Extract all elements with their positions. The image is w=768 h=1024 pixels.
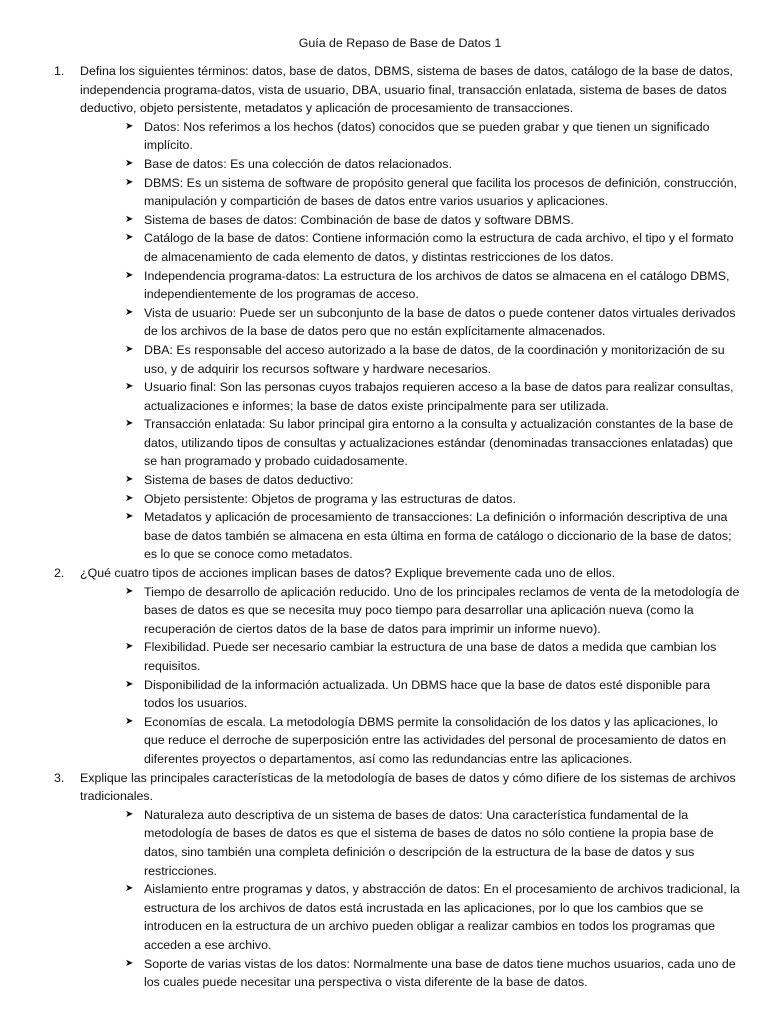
answer-text: Flexibilidad. Puede ser necesario cambiar la estructura de una base de datos a medida que cambian los requisitos. — [144, 640, 717, 673]
answer-text: Usuario final: Son las personas cuyos trabajos requieren acceso a la base de datos para realizar consultas, actualizaciones e informes; la base de datos existe principalmente para ser utilizada. — [144, 380, 734, 413]
answer-text: Vista de usuario: Puede ser un subconjunto de la base de datos o puede contener datos virtuales derivados de los archivos de la base de datos pero que no están explícitamente almacenados. — [144, 305, 736, 339]
answer-text: Metadatos y aplicación de procesamiento de transacciones: La definición o información descriptiva de una base de datos también se almacena en esta última en forma de catálogo o diccionario de la base de datos; es lo que se conoce como metadatos. — [144, 510, 732, 562]
arrowhead-bullet-icon: ➤ — [125, 381, 134, 393]
arrowhead-bullet-icon: ➤ — [125, 120, 134, 132]
question-item — [50, 564, 740, 769]
arrowhead-bullet-icon: ➤ — [125, 585, 134, 597]
arrowhead-bullet-icon: ➤ — [125, 511, 134, 523]
answer-text: Base de datos: Es una colección de datos relacionados. — [144, 156, 452, 171]
answer-item — [125, 378, 740, 415]
answer-text: Catálogo de la base de datos: Contiene información como la estructura de cada archivo, el tipo y el formato de almacenamiento de cada elemento de datos, y distintas restricciones de los datos. — [144, 231, 734, 264]
answer-text: DBA: Es responsable del acceso autorizado a la base de datos, de la coordinación y monitorización de su uso, y de adquirir los recursos software y hardware necesarios. — [144, 342, 725, 376]
answer-item — [125, 508, 740, 564]
answer-item — [125, 471, 740, 490]
question-number: 1. — [54, 64, 65, 78]
arrowhead-bullet-icon: ➤ — [125, 269, 134, 281]
answer-item — [125, 490, 740, 509]
answer-item — [125, 415, 740, 471]
arrowhead-bullet-icon: ➤ — [125, 678, 134, 690]
arrowhead-bullet-icon: ➤ — [125, 492, 134, 504]
arrowhead-bullet-icon: ➤ — [125, 808, 134, 820]
arrowhead-bullet-icon: ➤ — [125, 641, 134, 653]
answer-item — [125, 174, 740, 211]
answer-text: Economías de escala. La metodología DBMS permite la consolidación de los datos y las aplicaciones, lo que reduce el derroche de superposición entre las actividades del personal de procesamiento de datos en diferentes proyectos o departamentos, así como las redundancias entre las aplicaciones. — [144, 714, 727, 766]
answer-text: Independencia programa-datos: La estructura de los archivos de datos se almacena en el catálogo DBMS, independientemente de los programas de acceso. — [144, 268, 730, 302]
answer-text: Datos: Nos referimos a los hechos (datos) conocidos que se pueden grabar y que tienen un significado implícito. — [144, 119, 710, 153]
answer-item — [125, 638, 740, 675]
arrowhead-bullet-icon: ➤ — [125, 883, 134, 895]
question-item — [50, 769, 740, 992]
answer-list — [80, 118, 740, 564]
answer-list — [80, 806, 740, 992]
answer-text: Sistema de bases de datos deductivo: — [144, 473, 354, 488]
answer-text: Objeto persistente: Objetos de programa y las estructuras de datos. — [144, 491, 516, 506]
answer-text: Aislamiento entre programas y datos, y abstracción de datos: En el procesamiento de archivos tradicional, la estructura de los archivos de datos está incrustada en las aplicaciones, por lo que los cambios que se introducen en la estructura de un archivo pueden obligar a realizar cambios en todos los programas que acceden a ese archivo. — [144, 882, 740, 952]
answer-text: Disponibilidad de la información actualizada. Un DBMS hace que la base de datos esté disponible para todos los usuarios. — [144, 677, 711, 711]
answer-item — [125, 880, 740, 954]
question-text: Defina los siguientes términos: datos, base de datos, DBMS, sistema de bases de datos, catálogo de la base de datos, independencia programa-datos, vista de usuario, DBA, usuario final, transacción enlatada, sistema de bases de datos deductivo, objeto persistente, metadatos y aplicación de procesamiento de transacciones. — [80, 64, 733, 116]
answer-item — [125, 229, 740, 266]
question-item — [50, 62, 740, 564]
answer-item — [125, 304, 740, 341]
answer-item — [125, 583, 740, 639]
question-number: 2. — [54, 566, 65, 581]
arrowhead-bullet-icon: ➤ — [125, 213, 134, 225]
arrowhead-bullet-icon: ➤ — [125, 157, 134, 169]
answer-text: Transacción enlatada: Su labor principal gira entorno a la consulta y actualización constantes de la base de datos, utilizando tipos de consultas y actualizaciones estándar (denominadas transacciones enlatadas) que se han programado y probado cuidadosamente. — [144, 417, 734, 469]
answer-text: Sistema de bases de datos: Combinación de base de datos y software DBMS. — [144, 212, 574, 227]
answer-item — [125, 267, 740, 304]
arrowhead-bullet-icon: ➤ — [125, 957, 134, 969]
answer-item — [125, 676, 740, 713]
answer-list — [80, 583, 740, 769]
arrowhead-bullet-icon: ➤ — [125, 176, 134, 188]
question-text: ¿Qué cuatro tipos de acciones implican bases de datos? Explique brevemente cada uno de ellos. — [80, 566, 616, 581]
arrowhead-bullet-icon: ➤ — [125, 715, 134, 727]
answer-text: Naturaleza auto descriptiva de un sistema de bases de datos: Una característica fundamental de la metodología de bases de datos es que el sistema de bases de datos no sólo contiene la propia base de datos, sino también una completa definición o descripción de la estructura de la base de datos y sus restricciones. — [144, 807, 714, 878]
answer-item — [125, 806, 740, 880]
answer-item — [125, 155, 740, 174]
question-number: 3. — [54, 770, 65, 785]
question-text: Explique las principales características de la metodología de bases de datos y cómo difiere de los sistemas de archivos tradicionales. — [80, 770, 736, 804]
arrowhead-bullet-icon: ➤ — [125, 474, 134, 486]
answer-item — [125, 118, 740, 155]
answer-item — [125, 341, 740, 378]
answer-text: Soporte de varias vistas de los datos: Normalmente una base de datos tiene muchos usuarios, cada uno de los cuales puede necesitar una perspectiva o vista diferente de la base de datos. — [144, 956, 736, 990]
answer-text: DBMS: Es un sistema de software de propósito general que facilita los procesos de definición, construcción, manipulación y compartición de bases de datos entre varios usuarios y aplicaciones. — [144, 175, 737, 209]
document-title: Guía de Repaso de Base de Datos 1 — [298, 36, 502, 50]
answer-item — [125, 211, 740, 230]
arrowhead-bullet-icon: ➤ — [125, 232, 134, 244]
answer-item — [125, 955, 740, 992]
arrowhead-bullet-icon: ➤ — [125, 306, 134, 318]
arrowhead-bullet-icon: ➤ — [125, 418, 134, 430]
answer-text: Tiempo de desarrollo de aplicación reducido. Uno de los principales reclamos de venta de la metodología de bases de datos es que se necesita muy poco tiempo para desarrollar una aplicación nueva (como la recuperación de ciertos datos de la base de datos para imprimir un informe nuevo). — [144, 584, 740, 636]
question-list — [50, 62, 740, 992]
answer-item — [125, 713, 740, 769]
arrowhead-bullet-icon: ➤ — [125, 343, 134, 355]
